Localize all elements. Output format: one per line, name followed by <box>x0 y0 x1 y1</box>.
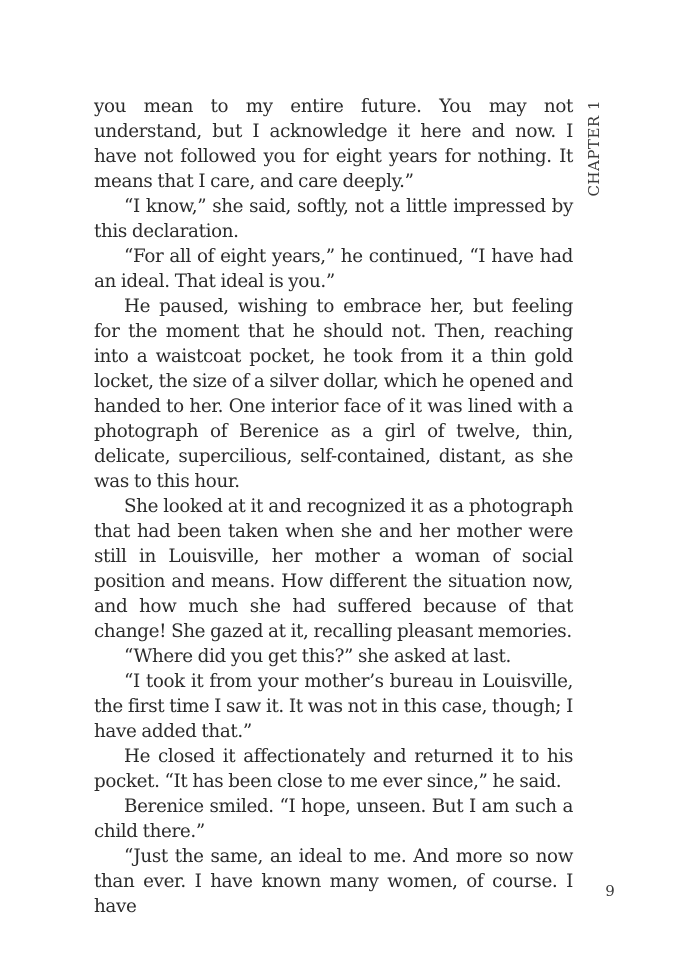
paragraph: you mean to my entire future. You may not understand, but I acknowledge it here and now. I have not followed you for eight years for nothing. It means that I care, and care deeply.” <box>94 96 573 192</box>
running-head <box>585 100 625 210</box>
paragraph: He closed it affectionately and returned it to his pocket. “It has been close to me ever since,” he said. <box>94 746 573 792</box>
body-text <box>94 94 573 919</box>
paragraph: She looked at it and recognized it as a photograph that had been taken when she and her mother were still in Louisville, her mother a woman of social position and means. How different the situation now, and how much she had suffered because of that change! She gazed at it, recalling pleasant memories. <box>94 496 573 642</box>
paragraph: “Just the same, an ideal to me. And more so now than ever. I have known many women, of course. I have <box>94 846 573 917</box>
page-number: 9 <box>605 882 615 900</box>
paragraph: “Where did you get this?” she asked at last. <box>124 646 511 667</box>
paragraph: “For all of eight years,” he continued, “I have had an ideal. That ideal is you.” <box>94 246 573 292</box>
paragraph: He paused, wishing to embrace her, but feeling for the moment that he should not. Then, reaching into a waistcoat pocket, he took from it a thin gold locket, the size of a silver dollar, which he opened and handed to her. One interior face of it was lined with a photograph of Berenice as a girl of twelve, thin, delicate, supercilious, self-contained, distant, as she was to this hour. <box>94 296 573 492</box>
chapter-label: CHAPTER 1 <box>585 100 603 197</box>
paragraph: “I know,” she said, softly, not a little impressed by this declaration. <box>94 196 573 242</box>
paragraph: “I took it from your mother’s bureau in Louisville, the first time I saw it. It was not in this case, though; I have added that.” <box>94 671 573 742</box>
paragraph: Berenice smiled. “I hope, unseen. But I am such a child there.” <box>94 796 573 842</box>
